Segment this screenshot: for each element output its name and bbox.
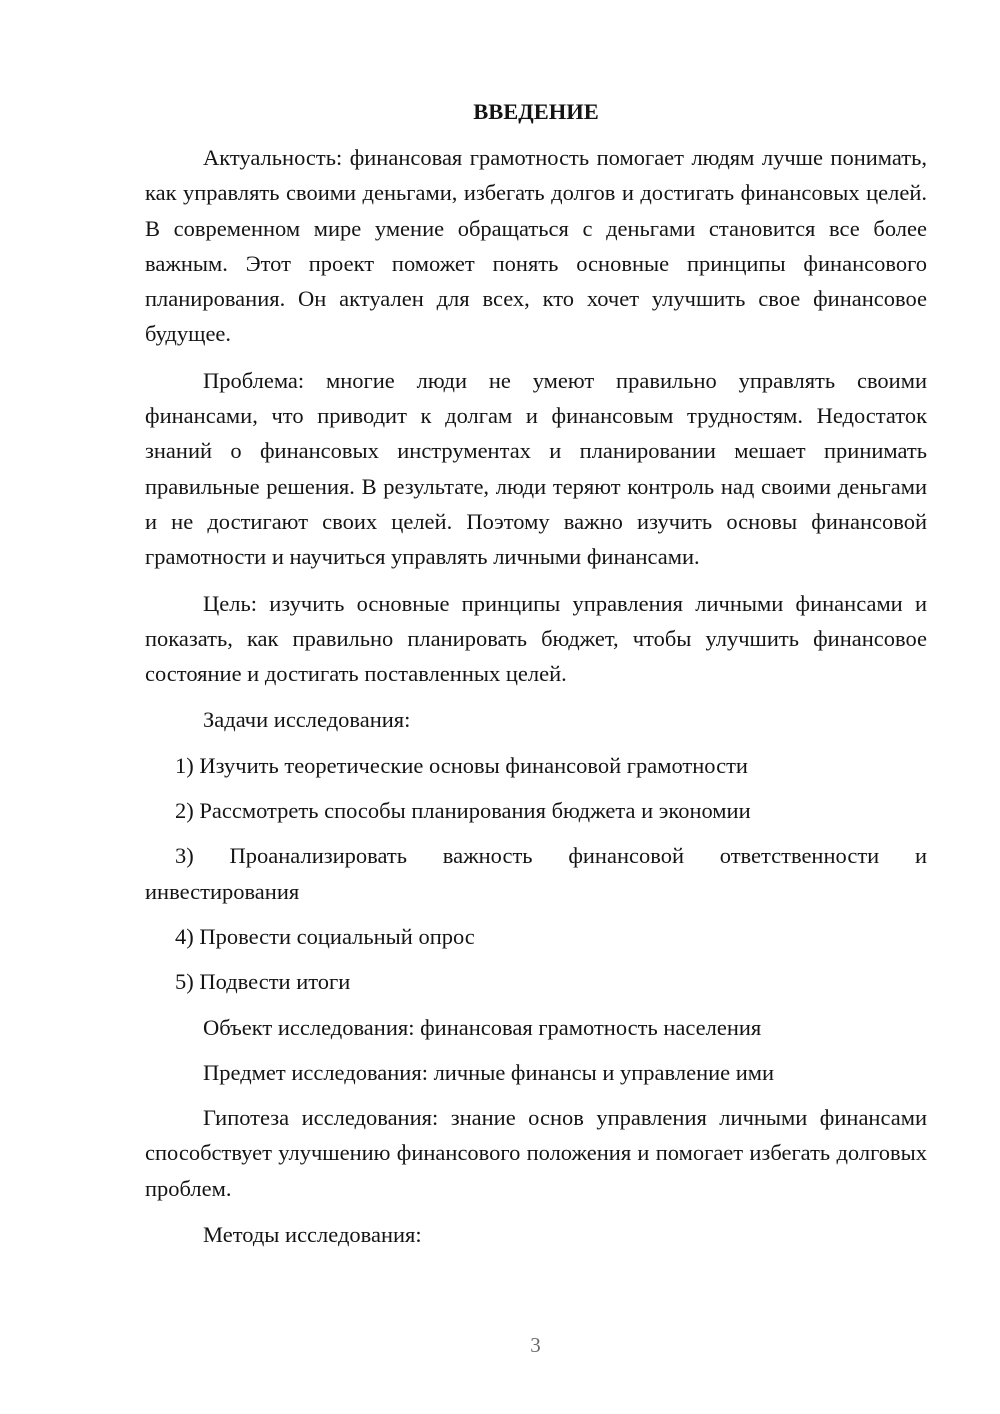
- section-title: ВВЕДЕНИЕ: [473, 99, 599, 124]
- goal-paragraph: Цель: изучить основные принципы управления личными финансами и показать, как правильно планировать бюджет, чтобы улучшить финансовое состояние и достигать поставленных целей.: [145, 590, 927, 687]
- research-subject: Предмет исследования: личные финансы и управление ими: [203, 1059, 775, 1085]
- task-item-3: 3) Проанализировать важность финансовой ответственности и инвестирования: [145, 843, 927, 904]
- research-hypothesis: Гипотеза исследования: знание основ управления личными финансами способствует улучшению финансового положения и помогает избегать долговых проблем.: [145, 1105, 927, 1201]
- page-content: [145, 94, 927, 1262]
- page-number: 3: [530, 1333, 541, 1357]
- research-object: Объект исследования: финансовая грамотность населения: [203, 1014, 762, 1040]
- relevance-paragraph: Актуальность: финансовая грамотность помогает людям лучше понимать, как управлять своими деньгами, избегать долгов и достигать финансовых целей. В современном мире умение обращаться с деньгами становится все более важным. Этот проект поможет понять основные принципы финансового планирования. Он актуален для всех, кто хочет улучшить свое финансовое будущее.: [145, 145, 927, 347]
- tasks-heading: Задачи исследования:: [203, 707, 411, 733]
- task-item-2: 2) Рассмотреть способы планирования бюджета и экономии: [175, 798, 751, 824]
- methods-heading: Методы исследования:: [203, 1222, 422, 1248]
- problem-paragraph: Проблема: многие люди не умеют правильно управлять своими финансами, что приводит к долгам и финансовым трудностям. Недостаток знаний о финансовых инструментах и планировании мешает принимать правильные решения. В результате, люди теряют контроль над своими деньгами и не достигают своих целей. Поэтому важно изучить основы финансовой грамотности и научиться управлять личными финансами.: [145, 367, 927, 570]
- task-item-1: 1) Изучить теоретические основы финансовой грамотности: [175, 752, 748, 778]
- task-item-4: 4) Провести социальный опрос: [175, 923, 475, 949]
- task-item-5: 5) Подвести итоги: [175, 969, 351, 995]
